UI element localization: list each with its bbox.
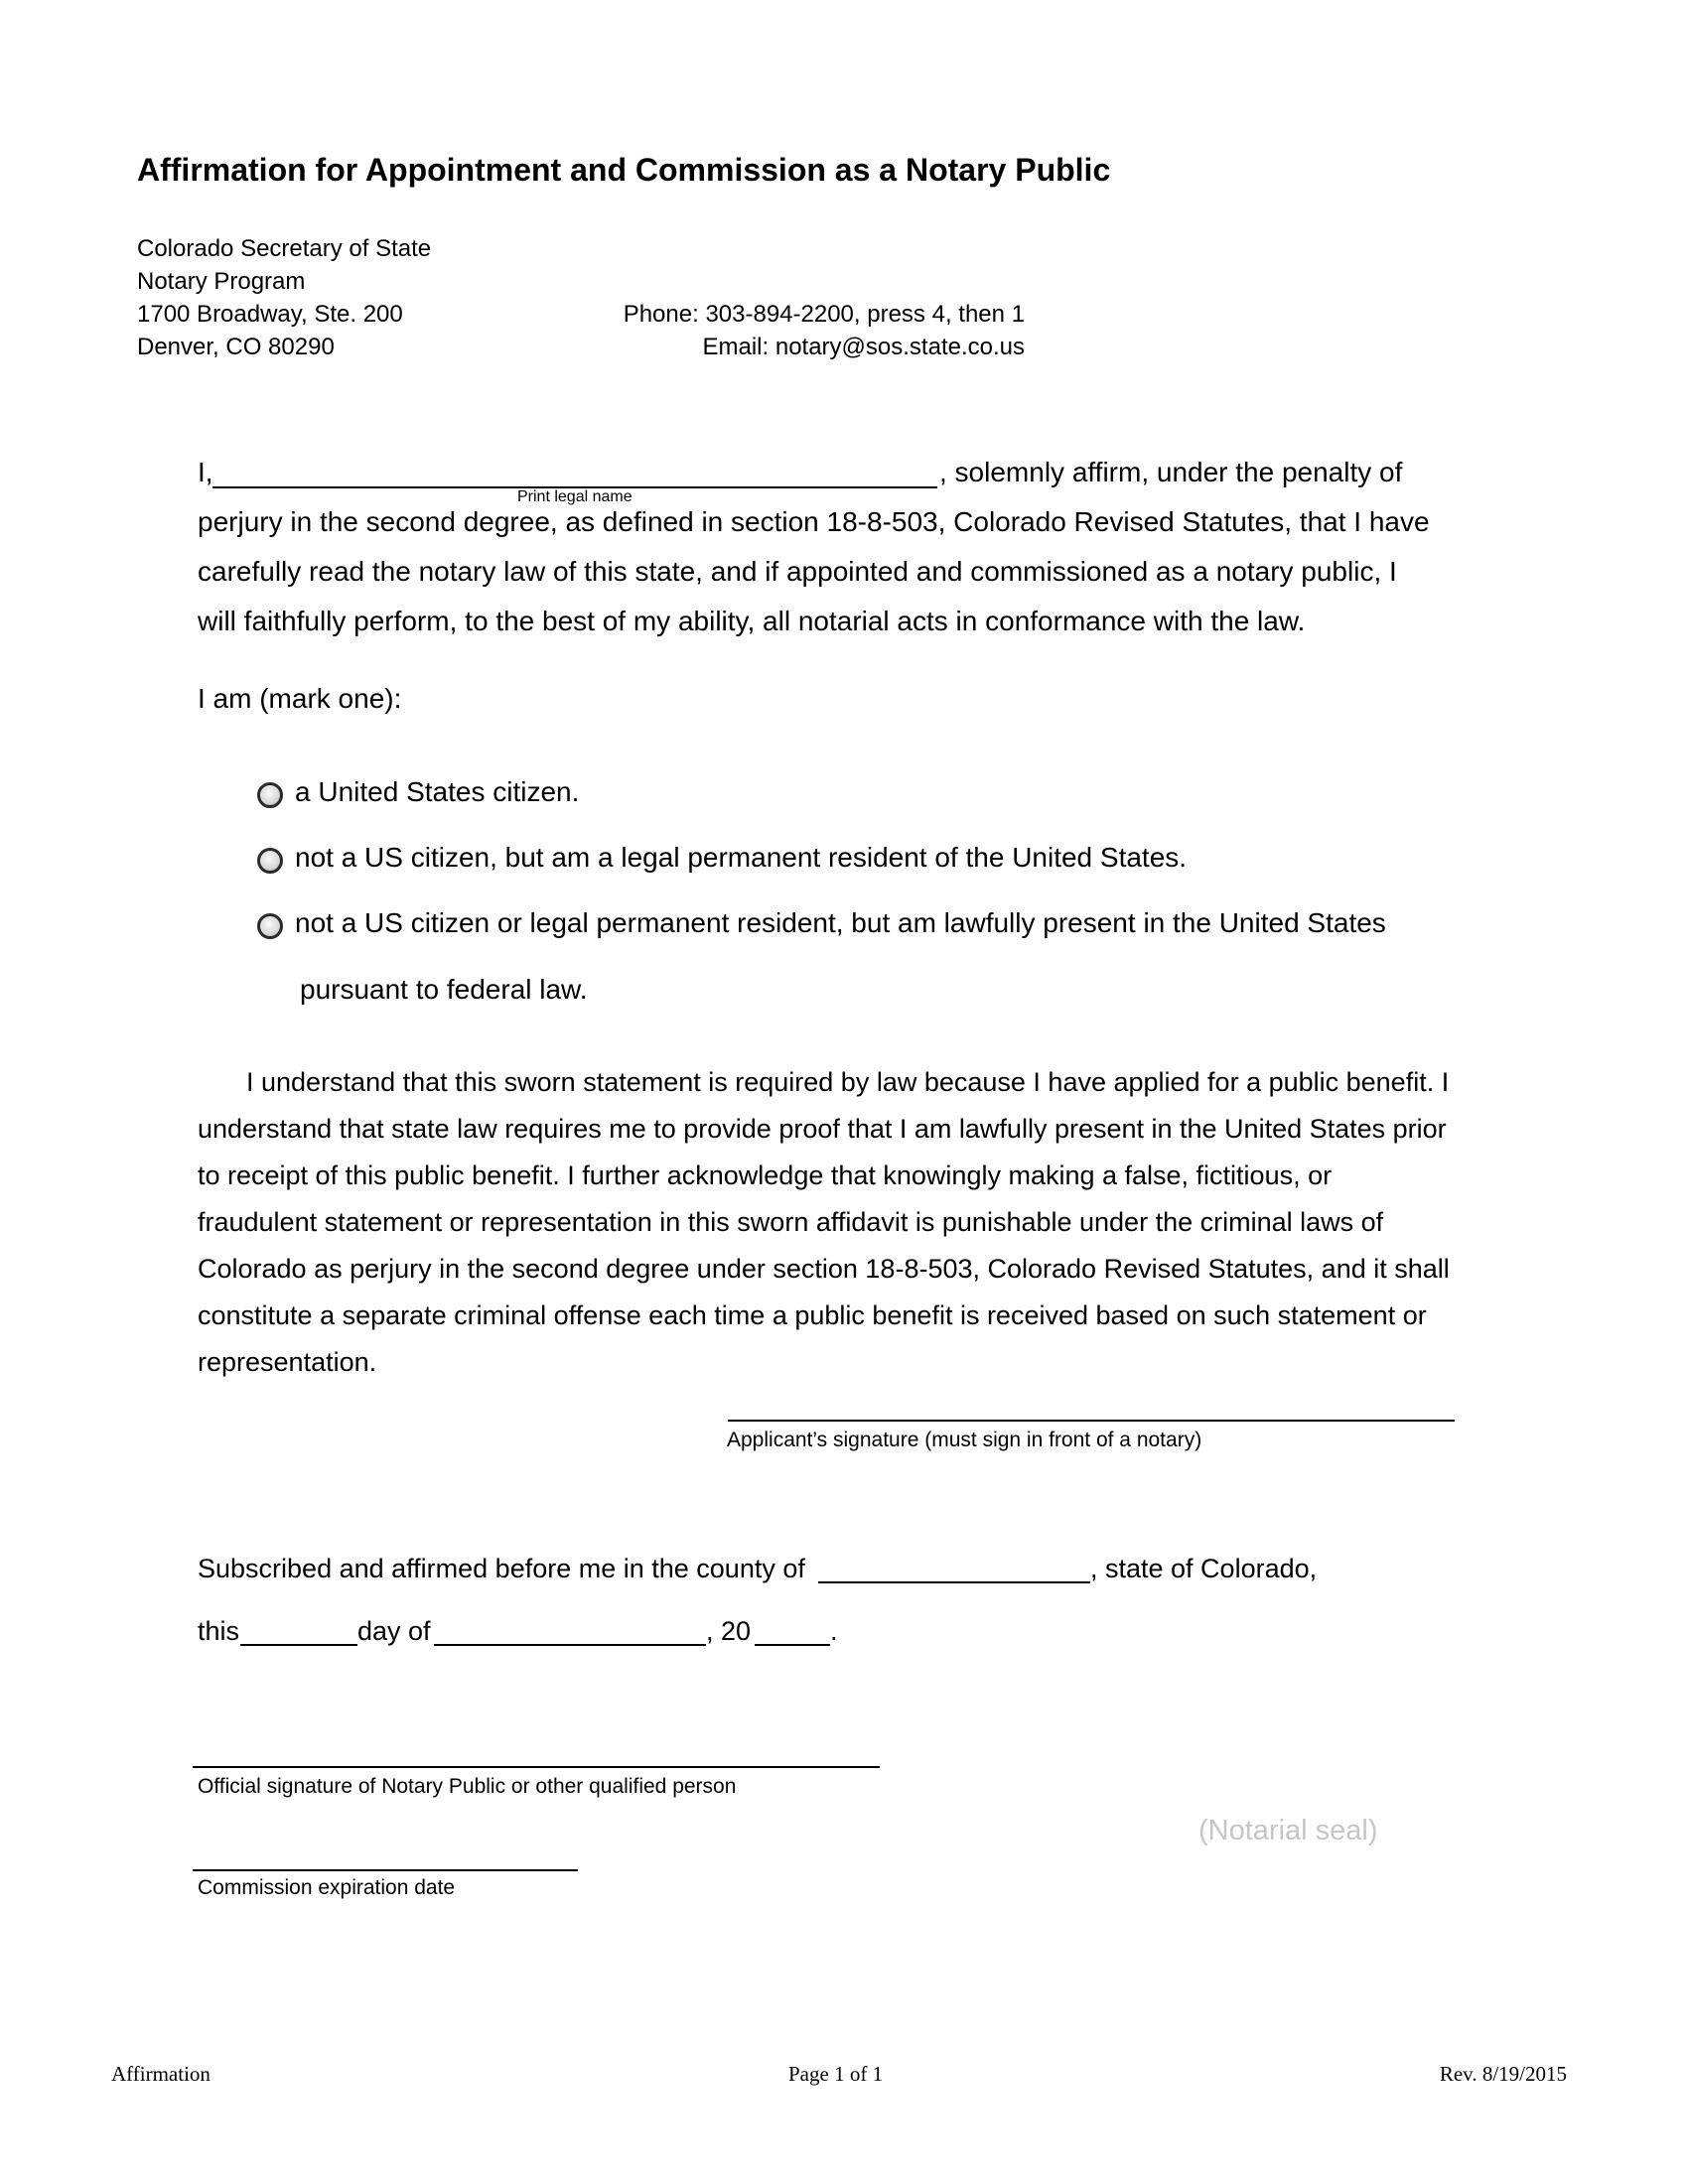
statement-line-1: I understand that this sworn statement is required by law because I have applied for a public benefit. I <box>246 1067 1450 1097</box>
affirmation-line-4: will faithfully perform, to the best of my ability, all notarial acts in conformance with the law. <box>198 606 1306 636</box>
page-title: Affirmation for Appointment and Commission as a Notary Public <box>137 152 1111 188</box>
footer-page-number: Page 1 of 1 <box>788 2062 884 2086</box>
date-this-label: this <box>198 1616 240 1646</box>
county-prefix: Subscribed and affirmed before me in the county of <box>198 1554 805 1583</box>
affirmation-prefix: I, <box>198 457 213 487</box>
footer-revision: Rev. 8/19/2015 <box>1439 2062 1567 2086</box>
year-prefix: , 20 <box>706 1616 752 1646</box>
address-line-1: Colorado Secretary of State <box>137 235 432 262</box>
affirmation-line-2: perjury in the second degree, as defined in section 18-8-503, Colorado Revised Statutes, that I have <box>198 506 1430 537</box>
address-line-2: Notary Program <box>137 268 306 295</box>
statement-line-5: Colorado as perjury in the second degree under section 18-8-503, Colorado Revised Statutes, and it shall <box>198 1254 1450 1284</box>
official-signature-caption: Official signature of Notary Public or other qualified person <box>198 1775 737 1798</box>
phone-text: Phone: 303-894-2200, press 4, then 1 <box>623 301 1025 328</box>
statement-line-7: representation. <box>198 1347 377 1377</box>
email-text: Email: notary@sos.state.co.us <box>702 334 1025 360</box>
radio-permanent-resident[interactable] <box>257 848 283 874</box>
address-line-4: Denver, CO 80290 <box>137 334 335 360</box>
notarial-seal-placeholder: (Notarial seal) <box>1198 1815 1378 1846</box>
commission-expiration-input[interactable] <box>193 1840 578 1871</box>
option-us-citizen-label: a United States citizen. <box>295 776 580 807</box>
official-signature-line[interactable] <box>193 1766 880 1768</box>
affirmation-line-3: carefully read the notary law of this state, and if appointed and commissioned as a notary public, I <box>198 556 1397 587</box>
option-permanent-resident-label: not a US citizen, but am a legal permanent resident of the United States. <box>295 842 1188 873</box>
option-lawfully-present-continuation: pursuant to federal law. <box>300 974 588 1005</box>
statement-line-4: fraudulent statement or representation in this sworn affidavit is punishable under the criminal laws of <box>198 1207 1384 1237</box>
commission-expiration-caption: Commission expiration date <box>198 1876 456 1899</box>
status-prompt: I am (mark one): <box>198 683 402 714</box>
month-input[interactable] <box>434 1614 706 1646</box>
date-day-of-label: day of <box>357 1616 431 1646</box>
county-suffix: , state of Colorado, <box>1090 1554 1318 1583</box>
footer-left: Affirmation <box>111 2062 211 2086</box>
contact-block <box>624 298 1025 363</box>
option-lawfully-present-label: not a US citizen or legal permanent resident, but am lawfully present in the United States <box>295 907 1386 938</box>
day-input[interactable] <box>240 1614 357 1646</box>
legal-name-input[interactable] <box>212 457 937 488</box>
affirmation-line-1-suffix: , solemnly affirm, under the penalty of <box>939 457 1403 487</box>
date-period: . <box>830 1616 838 1646</box>
address-block <box>137 232 431 363</box>
applicant-signature-caption: Applicant’s signature (must sign in front of a notary) <box>727 1429 1202 1451</box>
applicant-signature-line[interactable] <box>728 1420 1455 1422</box>
radio-us-citizen[interactable] <box>257 782 283 808</box>
legal-name-caption: Print legal name <box>517 488 633 505</box>
statement-line-2: understand that state law requires me to provide proof that I am lawfully present in the United States prior <box>198 1114 1447 1144</box>
address-line-3: 1700 Broadway, Ste. 200 <box>137 301 403 328</box>
statement-line-3: to receipt of this public benefit. I further acknowledge that knowingly making a false, fictitious, or <box>198 1160 1333 1190</box>
radio-lawfully-present[interactable] <box>257 913 283 939</box>
statement-line-6: constitute a separate criminal offense each time a public benefit is received based on such statement or <box>198 1300 1427 1330</box>
year-input[interactable] <box>755 1614 830 1646</box>
county-input[interactable] <box>818 1552 1090 1583</box>
